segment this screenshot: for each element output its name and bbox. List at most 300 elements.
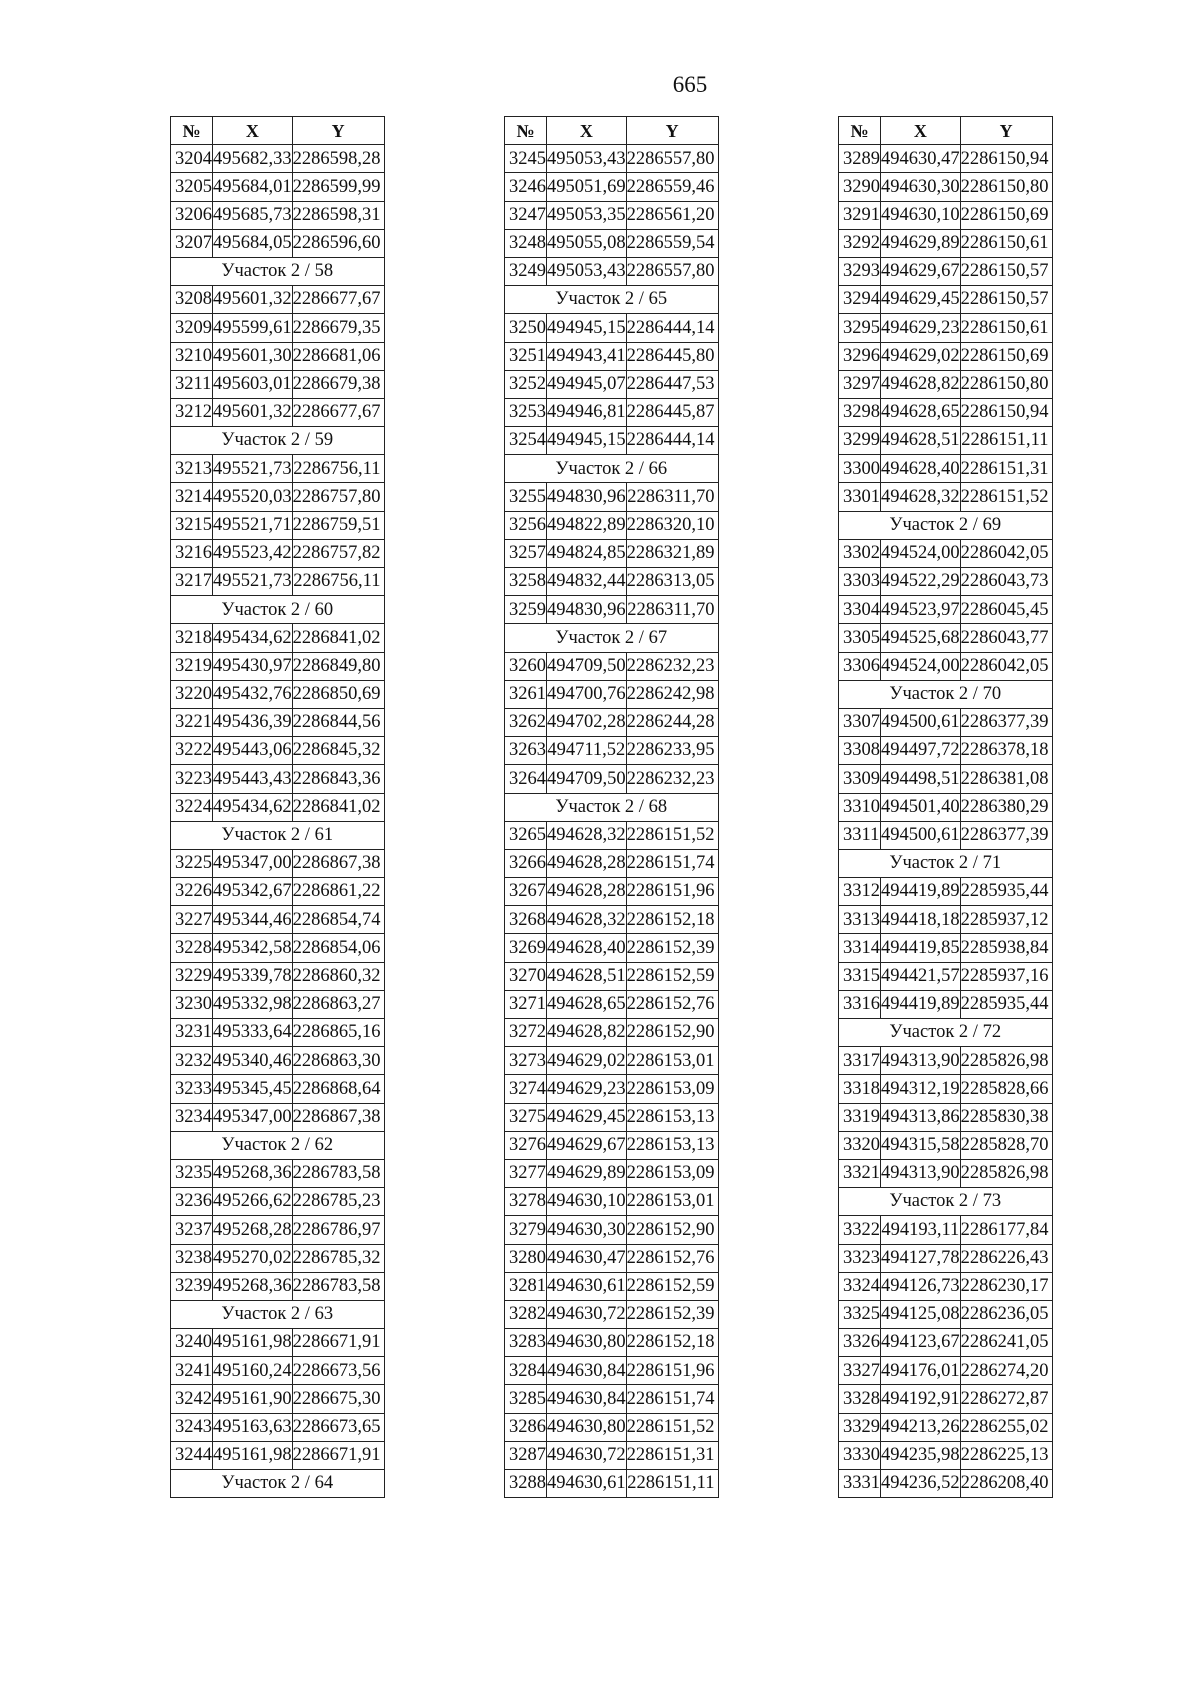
x-coordinate: 495160,24 [213,1357,293,1385]
table-row [171,737,385,765]
section-row [171,821,385,849]
x-coordinate: 494213,26 [881,1413,961,1441]
point-number: 3225 [171,849,213,877]
x-coordinate: 494630,10 [547,1188,627,1216]
x-coordinate: 494700,76 [547,680,627,708]
x-coordinate: 494629,02 [881,342,961,370]
y-coordinate: 2285937,16 [960,962,1052,990]
section-title: Участок 2 / 65 [505,286,719,314]
table-row [505,934,719,962]
y-coordinate: 2286681,06 [292,342,384,370]
point-number: 3264 [505,765,547,793]
x-coordinate: 495434,62 [213,624,293,652]
y-coordinate: 2286596,60 [292,229,384,257]
x-coordinate: 495332,98 [213,990,293,1018]
point-number: 3299 [839,427,881,455]
point-number: 3320 [839,1131,881,1159]
point-number: 3281 [505,1272,547,1300]
x-coordinate: 495601,30 [213,342,293,370]
section-row [171,1300,385,1328]
section-title: Участок 2 / 59 [171,427,385,455]
point-number: 3257 [505,539,547,567]
y-coordinate: 2286757,82 [292,539,384,567]
header-x: X [881,117,961,145]
table-row [171,201,385,229]
section-row [171,596,385,624]
x-coordinate: 494501,40 [881,793,961,821]
y-coordinate: 2286150,80 [960,173,1052,201]
header-y: Y [292,117,384,145]
table-row [505,1385,719,1413]
table-row [839,793,1053,821]
point-number: 3288 [505,1470,547,1498]
y-coordinate: 2286561,20 [626,201,718,229]
x-coordinate: 494630,30 [881,173,961,201]
y-coordinate: 2286381,08 [960,765,1052,793]
table-row [505,962,719,990]
x-coordinate: 495521,73 [213,568,293,596]
x-coordinate: 495340,46 [213,1047,293,1075]
y-coordinate: 2286232,23 [626,652,718,680]
x-coordinate: 495434,62 [213,793,293,821]
y-coordinate: 2285938,84 [960,934,1052,962]
table-header-row [171,117,385,145]
x-coordinate: 494419,89 [881,990,961,1018]
y-coordinate: 2286151,74 [626,849,718,877]
table-row [171,539,385,567]
point-number: 3271 [505,990,547,1018]
y-coordinate: 2286785,32 [292,1244,384,1272]
x-coordinate: 495601,32 [213,398,293,426]
table-row [839,1103,1053,1131]
y-coordinate: 2285828,66 [960,1075,1052,1103]
x-coordinate: 495053,35 [547,201,627,229]
y-coordinate: 2286756,11 [292,568,384,596]
x-coordinate: 495339,78 [213,962,293,990]
table-row [505,821,719,849]
section-row [505,286,719,314]
x-coordinate: 494630,84 [547,1385,627,1413]
x-coordinate: 494498,51 [881,765,961,793]
point-number: 3243 [171,1413,213,1441]
point-number: 3318 [839,1075,881,1103]
table-row [171,455,385,483]
point-number: 3207 [171,229,213,257]
point-number: 3252 [505,370,547,398]
point-number: 3290 [839,173,881,201]
table-row [839,1441,1053,1469]
table-row [505,1441,719,1469]
point-number: 3228 [171,934,213,962]
section-title: Участок 2 / 61 [171,821,385,849]
y-coordinate: 2286863,27 [292,990,384,1018]
y-coordinate: 2285826,98 [960,1047,1052,1075]
point-number: 3250 [505,314,547,342]
x-coordinate: 494824,85 [547,539,627,567]
y-coordinate: 2286045,45 [960,596,1052,624]
point-number: 3314 [839,934,881,962]
point-number: 3259 [505,596,547,624]
header-number: № [839,117,881,145]
x-coordinate: 495266,62 [213,1188,293,1216]
x-coordinate: 495603,01 [213,370,293,398]
x-coordinate: 495443,43 [213,765,293,793]
table-row [839,906,1053,934]
table-row [505,990,719,1018]
coordinate-table-3 [838,116,1053,1498]
y-coordinate: 2286841,02 [292,624,384,652]
x-coordinate: 494629,67 [547,1131,627,1159]
x-coordinate: 494628,65 [881,398,961,426]
x-coordinate: 494236,52 [881,1470,961,1498]
y-coordinate: 2286783,58 [292,1159,384,1187]
table-row [505,173,719,201]
point-number: 3270 [505,962,547,990]
x-coordinate: 495521,73 [213,455,293,483]
x-coordinate: 495601,32 [213,286,293,314]
point-number: 3283 [505,1329,547,1357]
point-number: 3286 [505,1413,547,1441]
table-row [171,624,385,652]
point-number: 3214 [171,483,213,511]
y-coordinate: 2286320,10 [626,511,718,539]
x-coordinate: 494313,90 [881,1047,961,1075]
y-coordinate: 2286321,89 [626,539,718,567]
point-number: 3238 [171,1244,213,1272]
section-title: Участок 2 / 64 [171,1470,385,1498]
point-number: 3213 [171,455,213,483]
x-coordinate: 494524,00 [881,539,961,567]
x-coordinate: 495347,00 [213,1103,293,1131]
point-number: 3278 [505,1188,547,1216]
x-coordinate: 494946,81 [547,398,627,426]
y-coordinate: 2285826,98 [960,1159,1052,1187]
section-title: Участок 2 / 58 [171,257,385,285]
x-coordinate: 494628,40 [881,455,961,483]
point-number: 3211 [171,370,213,398]
y-coordinate: 2286867,38 [292,1103,384,1131]
table-row [171,173,385,201]
y-coordinate: 2286863,30 [292,1047,384,1075]
table-row [171,1357,385,1385]
x-coordinate: 494630,30 [547,1216,627,1244]
x-coordinate: 494945,07 [547,370,627,398]
y-coordinate: 2286673,56 [292,1357,384,1385]
y-coordinate: 2286150,61 [960,314,1052,342]
table-row [505,1019,719,1047]
table-row [505,1159,719,1187]
x-coordinate: 494629,89 [881,229,961,257]
point-number: 3311 [839,821,881,849]
point-number: 3223 [171,765,213,793]
y-coordinate: 2286841,02 [292,793,384,821]
table-row [505,737,719,765]
y-coordinate: 2286445,80 [626,342,718,370]
y-coordinate: 2286598,31 [292,201,384,229]
table-row [505,229,719,257]
table-row [839,1413,1053,1441]
y-coordinate: 2286152,18 [626,906,718,934]
y-coordinate: 2286673,65 [292,1413,384,1441]
point-number: 3285 [505,1385,547,1413]
table-row [505,878,719,906]
point-number: 3302 [839,539,881,567]
x-coordinate: 495053,43 [547,145,627,173]
table-row [171,1188,385,1216]
x-coordinate: 494945,15 [547,427,627,455]
table-row [505,708,719,736]
y-coordinate: 2286844,56 [292,708,384,736]
x-coordinate: 494629,67 [881,257,961,285]
table-row [171,1216,385,1244]
point-number: 3247 [505,201,547,229]
table-row [839,145,1053,173]
table-row [505,1103,719,1131]
table-row [505,765,719,793]
x-coordinate: 495523,42 [213,539,293,567]
y-coordinate: 2286152,59 [626,1272,718,1300]
y-coordinate: 2286849,80 [292,652,384,680]
header-number: № [171,117,213,145]
table-row [505,1329,719,1357]
point-number: 3291 [839,201,881,229]
y-coordinate: 2286671,91 [292,1329,384,1357]
table-row [839,1047,1053,1075]
section-title: Участок 2 / 73 [839,1188,1053,1216]
point-number: 3205 [171,173,213,201]
x-coordinate: 494628,32 [547,821,627,849]
table-row [505,1272,719,1300]
point-number: 3224 [171,793,213,821]
table-row [505,539,719,567]
coordinate-table-1 [170,116,385,1498]
x-coordinate: 494628,82 [547,1019,627,1047]
y-coordinate: 2286677,67 [292,398,384,426]
table-row [171,1385,385,1413]
table-row [505,1357,719,1385]
point-number: 3319 [839,1103,881,1131]
point-number: 3227 [171,906,213,934]
x-coordinate: 494193,11 [881,1216,961,1244]
y-coordinate: 2286241,05 [960,1329,1052,1357]
x-coordinate: 494418,18 [881,906,961,934]
point-number: 3327 [839,1357,881,1385]
x-coordinate: 494630,61 [547,1272,627,1300]
point-number: 3265 [505,821,547,849]
table-row [839,568,1053,596]
point-number: 3236 [171,1188,213,1216]
table-row [171,962,385,990]
y-coordinate: 2286153,09 [626,1159,718,1187]
x-coordinate: 495055,08 [547,229,627,257]
x-coordinate: 495270,02 [213,1244,293,1272]
y-coordinate: 2286151,52 [960,483,1052,511]
x-coordinate: 495161,98 [213,1441,293,1469]
point-number: 3253 [505,398,547,426]
point-number: 3217 [171,568,213,596]
section-row [171,257,385,285]
x-coordinate: 494497,72 [881,737,961,765]
x-coordinate: 495268,36 [213,1272,293,1300]
section-title: Участок 2 / 67 [505,624,719,652]
x-coordinate: 494630,47 [881,145,961,173]
x-coordinate: 494629,89 [547,1159,627,1187]
y-coordinate: 2286177,84 [960,1216,1052,1244]
y-coordinate: 2286679,35 [292,314,384,342]
point-number: 3289 [839,145,881,173]
section-title: Участок 2 / 70 [839,680,1053,708]
point-number: 3292 [839,229,881,257]
x-coordinate: 494419,89 [881,878,961,906]
table-row [171,680,385,708]
table-row [505,342,719,370]
x-coordinate: 494630,47 [547,1244,627,1272]
point-number: 3280 [505,1244,547,1272]
x-coordinate: 494126,73 [881,1272,961,1300]
x-coordinate: 494628,28 [547,849,627,877]
section-row [171,1131,385,1159]
y-coordinate: 2286152,90 [626,1019,718,1047]
x-coordinate: 494523,97 [881,596,961,624]
point-number: 3261 [505,680,547,708]
x-coordinate: 494123,67 [881,1329,961,1357]
point-number: 3317 [839,1047,881,1075]
y-coordinate: 2286150,80 [960,370,1052,398]
point-number: 3242 [171,1385,213,1413]
y-coordinate: 2286557,80 [626,257,718,285]
x-coordinate: 495268,36 [213,1159,293,1187]
point-number: 3208 [171,286,213,314]
x-coordinate: 495268,28 [213,1216,293,1244]
table-row [505,1244,719,1272]
x-coordinate: 494125,08 [881,1300,961,1328]
point-number: 3209 [171,314,213,342]
y-coordinate: 2286783,58 [292,1272,384,1300]
x-coordinate: 494630,10 [881,201,961,229]
table-row [839,1131,1053,1159]
y-coordinate: 2286868,64 [292,1075,384,1103]
x-coordinate: 494235,98 [881,1441,961,1469]
table-row [505,1131,719,1159]
y-coordinate: 2286786,97 [292,1216,384,1244]
table-row [505,483,719,511]
table-row [839,398,1053,426]
point-number: 3326 [839,1329,881,1357]
point-number: 3220 [171,680,213,708]
table-header-row [839,117,1053,145]
y-coordinate: 2285935,44 [960,990,1052,1018]
x-coordinate: 494628,82 [881,370,961,398]
table-row [171,708,385,736]
x-coordinate: 494628,40 [547,934,627,962]
table-row [171,483,385,511]
point-number: 3308 [839,737,881,765]
table-row [171,878,385,906]
x-coordinate: 494630,80 [547,1413,627,1441]
x-coordinate: 495443,06 [213,737,293,765]
y-coordinate: 2286380,29 [960,793,1052,821]
x-coordinate: 495161,98 [213,1329,293,1357]
y-coordinate: 2286043,77 [960,624,1052,652]
table-row [171,145,385,173]
x-coordinate: 495685,73 [213,201,293,229]
x-coordinate: 495682,33 [213,145,293,173]
y-coordinate: 2286242,98 [626,680,718,708]
y-coordinate: 2286843,36 [292,765,384,793]
x-coordinate: 494630,72 [547,1300,627,1328]
y-coordinate: 2286861,22 [292,878,384,906]
y-coordinate: 2286152,90 [626,1216,718,1244]
y-coordinate: 2286152,59 [626,962,718,990]
x-coordinate: 494945,15 [547,314,627,342]
table-row [171,652,385,680]
x-coordinate: 495684,01 [213,173,293,201]
table-row [171,314,385,342]
table-row [839,1075,1053,1103]
y-coordinate: 2286854,06 [292,934,384,962]
table-row [171,793,385,821]
table-row [839,257,1053,285]
point-number: 3235 [171,1159,213,1187]
table-row [505,145,719,173]
y-coordinate: 2286244,28 [626,708,718,736]
y-coordinate: 2286675,30 [292,1385,384,1413]
table-row [839,624,1053,652]
y-coordinate: 2286150,61 [960,229,1052,257]
table-row [171,1019,385,1047]
table-row [171,1047,385,1075]
y-coordinate: 2286150,57 [960,257,1052,285]
x-coordinate: 495432,76 [213,680,293,708]
y-coordinate: 2286785,23 [292,1188,384,1216]
x-coordinate: 494313,90 [881,1159,961,1187]
table-row [839,934,1053,962]
x-coordinate: 494628,28 [547,878,627,906]
point-number: 3325 [839,1300,881,1328]
y-coordinate: 2286757,80 [292,483,384,511]
table-row [839,990,1053,1018]
point-number: 3239 [171,1272,213,1300]
header-number: № [505,117,547,145]
point-number: 3267 [505,878,547,906]
y-coordinate: 2286445,87 [626,398,718,426]
point-number: 3295 [839,314,881,342]
table-row [505,370,719,398]
coordinate-table-2 [504,116,719,1498]
table-row [171,1075,385,1103]
section-row [171,427,385,455]
point-number: 3321 [839,1159,881,1187]
y-coordinate: 2286679,38 [292,370,384,398]
section-row [839,1188,1053,1216]
point-number: 3262 [505,708,547,736]
table-row [171,1441,385,1469]
x-coordinate: 494630,80 [547,1329,627,1357]
x-coordinate: 494524,00 [881,652,961,680]
point-number: 3315 [839,962,881,990]
point-number: 3324 [839,1272,881,1300]
point-number: 3204 [171,145,213,173]
point-number: 3245 [505,145,547,173]
y-coordinate: 2286150,94 [960,145,1052,173]
x-coordinate: 494629,45 [547,1103,627,1131]
point-number: 3298 [839,398,881,426]
y-coordinate: 2285830,38 [960,1103,1052,1131]
point-number: 3305 [839,624,881,652]
y-coordinate: 2286151,96 [626,1357,718,1385]
point-number: 3269 [505,934,547,962]
point-number: 3306 [839,652,881,680]
